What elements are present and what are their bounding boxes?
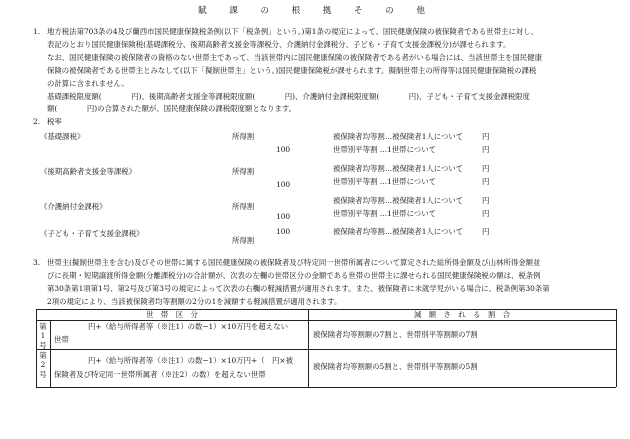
item3-line-1: 世帯主(擬制世帯主を含む)及びその世帯に属する国民健康保険の被保険者及び特定同一世帯所属者について算定された総所得金額及び山林所得金額並 (47, 258, 541, 267)
rate-percent-base: 100 (276, 145, 291, 154)
rate-yen: 円 (482, 177, 490, 186)
rate-per-member: 被保険者均等割…被保険者1人について (333, 227, 464, 236)
item1-line-5: の計算に含まれません。 (47, 79, 129, 88)
item1-line-3: なお、国民健康保険の被保険者の資格のない世帯主であって、当該世帯内に国民健康保険の被保険者である者がいる場合には、当該世帯主を国民健康 (47, 53, 542, 62)
rate-percent-base: 100 (276, 180, 291, 189)
rate-per-household: 世帯別平等割 …1世帯について (333, 177, 436, 186)
item1-line-6: 基礎課税限度額( 円)、後期高齢者支援金等課税限度額( 円)、介護納付金課税限度額( 円)、子ども・子育て支援金課税限度 (47, 92, 530, 101)
rate-income-label: 所得割 (232, 132, 255, 141)
table-header-rate: 減 額 さ れ る 割 合 (413, 310, 511, 319)
rate-yen: 円 (482, 227, 490, 236)
rate-percent-base: 100 (276, 212, 291, 221)
item2-number: 2. (33, 117, 41, 126)
rate-income-label: 所得割 (232, 202, 255, 211)
item1-line-2: 表記のとおり国民健康保険税(基礎課税分、後期高齢者支援金等課税分、介護納付金課税分、子ども・子育て支援金課税分)が課せられます。 (47, 40, 511, 49)
item1-line-7: 額( 円)の合算された額が、国民健康保険の課税限度額となります。 (47, 104, 297, 113)
item2-heading: 税率 (47, 117, 62, 126)
rate-per-member: 被保険者均等割…被保険者1人について (333, 164, 464, 173)
table-header-household: 世 帯 区 分 (146, 310, 198, 319)
item3-line-4: 2項の規定により、当該被保険者均等割額の2分の1を減額する軽減措置が適用されます。 (47, 297, 342, 306)
rate-name: 《基礎課税》 (40, 132, 85, 141)
rate-yen: 円 (482, 209, 490, 218)
table-row-number: 第1号 (39, 322, 47, 350)
item3-number: 3. (33, 258, 41, 267)
item1-line-1: 地方税法第703条の4及び蘭西市国民健康保険税条例(以下「税条例」という。)第1条の規定によって、国民健康保険の被保険者である世帯主に対し、 (47, 27, 539, 36)
rate-income-label: 所得割 (232, 236, 255, 245)
rate-name: 《子ども・子育て支援金課税》 (40, 229, 144, 238)
rate-yen: 円 (482, 145, 490, 154)
item1-line-4: 保険の被保険者である世帯主とみなして(以下「擬制世帯主」という。)国民健康保険税が課せられます。擬制世帯主の所得等は国民健康保険税の課税 (47, 66, 537, 75)
rate-per-household: 世帯別平等割 …1世帯について (333, 209, 436, 218)
rate-per-household: 世帯別平等割 …1世帯について (333, 145, 436, 154)
rate-per-member: 被保険者均等割…被保険者1人について (333, 196, 464, 205)
rate-income-label: 所得割 (232, 167, 255, 176)
table-row-rate: 被保険者均等割額の7割と、世帯別平等割額の7割 (313, 330, 478, 339)
item1-number: 1. (33, 27, 41, 36)
rate-per-member: 被保険者均等割…被保険者1人について (333, 132, 464, 141)
table-row-criteria: 世帯 (54, 335, 69, 344)
table-row-criteria: 保険者及び特定同一世帯所属者（※注2）の数）を超えない世帯 (54, 370, 266, 379)
rate-yen: 円 (482, 164, 490, 173)
table-row-criteria: 円+（給与所得者等（※注1）の数−1）×10万円を超えない (88, 322, 288, 331)
rate-name: 《介護納付金課税》 (40, 202, 107, 211)
item3-line-2: びに長期・短期譲渡所得金額(分離課税分)の合計額が、次表の左欄の世帯区分の金額である世帯の世帯主に課せられる国民健康保険税の額は、税条例 (47, 271, 541, 280)
rate-percent-base: 100 (276, 227, 291, 236)
table-row-criteria: 円+（給与所得者等（※注1）の数−1）×10万円+（ 円×被 (88, 356, 293, 365)
rate-name: 《後期高齢者支援金等課税》 (40, 167, 137, 176)
rate-yen: 円 (482, 196, 490, 205)
table-row-number: 第2号 (39, 351, 47, 379)
page-title: 賦 課 の 根 拠 そ の 他 (198, 6, 432, 16)
rate-yen: 円 (482, 132, 490, 141)
table-row-rate: 被保険者均等割額の5割と、世帯別平等割額の5割 (313, 362, 478, 371)
item3-line-3: 第30条第1項第1号、第2号及び第3号の規定によって次表の右欄の軽減措置が適用されます。また、被保険者に未就学児がいる場合に、税条例第30条第 (47, 284, 550, 293)
